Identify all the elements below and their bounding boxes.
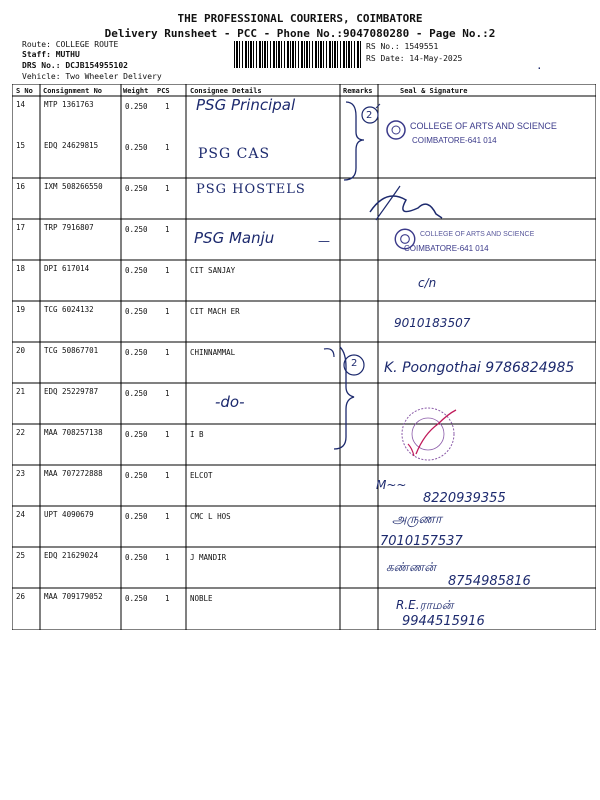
purple-round-seal <box>398 404 462 466</box>
handwritten-signature: 9944515916 <box>402 614 485 629</box>
handwritten-signature: 9010183507 <box>394 316 471 330</box>
row-consignee: CIT SANJAY <box>190 266 236 275</box>
handwritten-signature: 7010157537 <box>380 534 463 549</box>
row-sno: 20 <box>16 346 26 355</box>
handwritten-consignee: PSG HOSTELS <box>196 182 306 197</box>
seal-emblem-icon <box>384 118 408 142</box>
row-sno: 19 <box>16 305 26 314</box>
col-remarks: Remarks <box>343 87 373 95</box>
row-weight: 0.250 <box>125 348 148 357</box>
handwritten-consignee: PSG Principal <box>196 96 296 114</box>
handwritten-consignee: PSG CAS <box>198 146 271 162</box>
barcode <box>234 41 362 68</box>
row-pcs: 1 <box>165 307 170 316</box>
row-pcs: 1 <box>165 594 170 603</box>
col-seal-signature: Seal & Signature <box>400 87 468 95</box>
seal-stamp-text: COLLEGE OF ARTS AND SCIENCE <box>410 121 557 131</box>
row-weight: 0.250 <box>125 307 148 316</box>
row-pcs: 1 <box>165 430 170 439</box>
row-consignment-no: TCG 50867701 <box>44 346 99 355</box>
handwritten-consignee: PSG Manju <box>194 229 275 247</box>
row-weight: 0.250 <box>125 471 148 480</box>
row-sno: 21 <box>16 387 26 396</box>
row-pcs: 1 <box>165 512 170 521</box>
row-consignment-no: UPT 4090679 <box>44 510 94 519</box>
drs-line: DRS No.: DCJB154955102 <box>22 61 128 70</box>
row-consignee: CHINNAMMAL <box>190 348 236 357</box>
handwritten-signature: R.E.ராமன் <box>396 598 454 612</box>
signature-mark: M~~ <box>376 478 407 492</box>
row-consignee: NOBLE <box>190 594 213 603</box>
col-consignee: Consignee Details <box>190 87 262 95</box>
dash-mark: — <box>318 234 330 248</box>
stray-mark: · <box>536 62 543 75</box>
vehicle-line: Vehicle: Two Wheeler Delivery <box>22 72 162 81</box>
row-sno: 25 <box>16 551 26 560</box>
row-consignment-no: MTP 1361763 <box>44 100 94 109</box>
remark-count: 2 <box>366 110 373 121</box>
row-consignee: CMC L HOS <box>190 512 231 521</box>
row-sno: 26 <box>16 592 26 601</box>
row-sno: 17 <box>16 223 26 232</box>
row-weight: 0.250 <box>125 430 148 439</box>
row-pcs: 1 <box>165 102 170 111</box>
row-sno: 22 <box>16 428 26 437</box>
row-pcs: 1 <box>165 389 170 398</box>
row-consignment-no: DPI 617014 <box>44 264 90 273</box>
row-weight: 0.250 <box>125 512 148 521</box>
col-weight: Weight <box>123 87 149 95</box>
row-consignment-no: EDQ 24629815 <box>44 141 99 150</box>
row-consignment-no: MAA 707272888 <box>44 469 103 478</box>
row-consignment-no: EDQ 21629024 <box>44 551 99 560</box>
col-consignment: Consignment No <box>43 87 103 95</box>
row-pcs: 1 <box>165 266 170 275</box>
row-pcs: 1 <box>165 225 170 234</box>
runsheet-table-grid <box>12 84 596 630</box>
row-weight: 0.250 <box>125 594 148 603</box>
row-weight: 0.250 <box>125 225 148 234</box>
row-consignee: CIT MACH ER <box>190 307 240 316</box>
row-consignee: ELCOT <box>190 471 213 480</box>
handwritten-signature: K. Poongothai 9786824985 <box>384 360 575 376</box>
company-name: THE PROFESSIONAL COURIERS, COIMBATORE <box>177 12 423 25</box>
row-pcs: 1 <box>165 184 170 193</box>
route-line: Route: COLLEGE ROUTE <box>22 40 119 49</box>
seal-stamp-text: COLLEGE OF ARTS AND SCIENCE <box>420 231 535 238</box>
row-pcs: 1 <box>165 471 170 480</box>
handwritten-signature: அருணா <box>392 512 442 527</box>
row-pcs: 1 <box>165 348 170 357</box>
row-pcs: 1 <box>165 553 170 562</box>
handwritten-signature: 8754985816 <box>448 574 531 589</box>
handwritten-signature: 8220939355 <box>423 491 506 506</box>
row-consignment-no: TRP 7916807 <box>44 223 94 232</box>
row-sno: 16 <box>16 182 26 191</box>
runsheet-title: Delivery Runsheet - PCC - Phone No.:9047080280 - Page No.:2 <box>104 27 496 40</box>
row-consignment-no: TCG 6024132 <box>44 305 94 314</box>
col-sno: S No <box>16 87 33 95</box>
row-weight: 0.250 <box>125 389 148 398</box>
row-sno: 14 <box>16 100 26 109</box>
col-pcs: PCS <box>157 87 170 95</box>
row-consignment-no: MAA 708257138 <box>44 428 103 437</box>
handwritten-signature: கண்ணன் <box>386 560 436 574</box>
rs-no-line: RS No.: 1549551 <box>366 42 439 51</box>
row-sno: 15 <box>16 141 26 150</box>
row-consignment-no: MAA 709179052 <box>44 592 103 601</box>
staff-line: Staff: MUTHU <box>22 50 80 59</box>
row-consignee: I B <box>190 430 204 439</box>
row-pcs: 1 <box>165 143 170 152</box>
remark-count: 2 <box>351 358 358 369</box>
seal-stamp-text: COIMBATORE-641 014 <box>404 244 489 253</box>
signature-scribble <box>366 178 446 228</box>
row-weight: 0.250 <box>125 553 148 562</box>
row-weight: 0.250 <box>125 266 148 275</box>
row-weight: 0.250 <box>125 102 148 111</box>
row-consignment-no: EDQ 25229787 <box>44 387 99 396</box>
row-consignee: J MANDIR <box>190 553 227 562</box>
remarks-bracket <box>340 98 384 184</box>
handwritten-signature: c/n <box>418 276 437 290</box>
row-sno: 18 <box>16 264 26 273</box>
handwritten-consignee: -do- <box>215 393 245 411</box>
row-weight: 0.250 <box>125 143 148 152</box>
rs-date-line: RS Date: 14-May-2025 <box>366 54 463 63</box>
seal-stamp-text: COIMBATORE-641 014 <box>412 136 497 145</box>
row-sno: 24 <box>16 510 26 519</box>
row-sno: 23 <box>16 469 26 478</box>
row-weight: 0.250 <box>125 184 148 193</box>
row-consignment-no: IXM 508266550 <box>44 182 103 191</box>
